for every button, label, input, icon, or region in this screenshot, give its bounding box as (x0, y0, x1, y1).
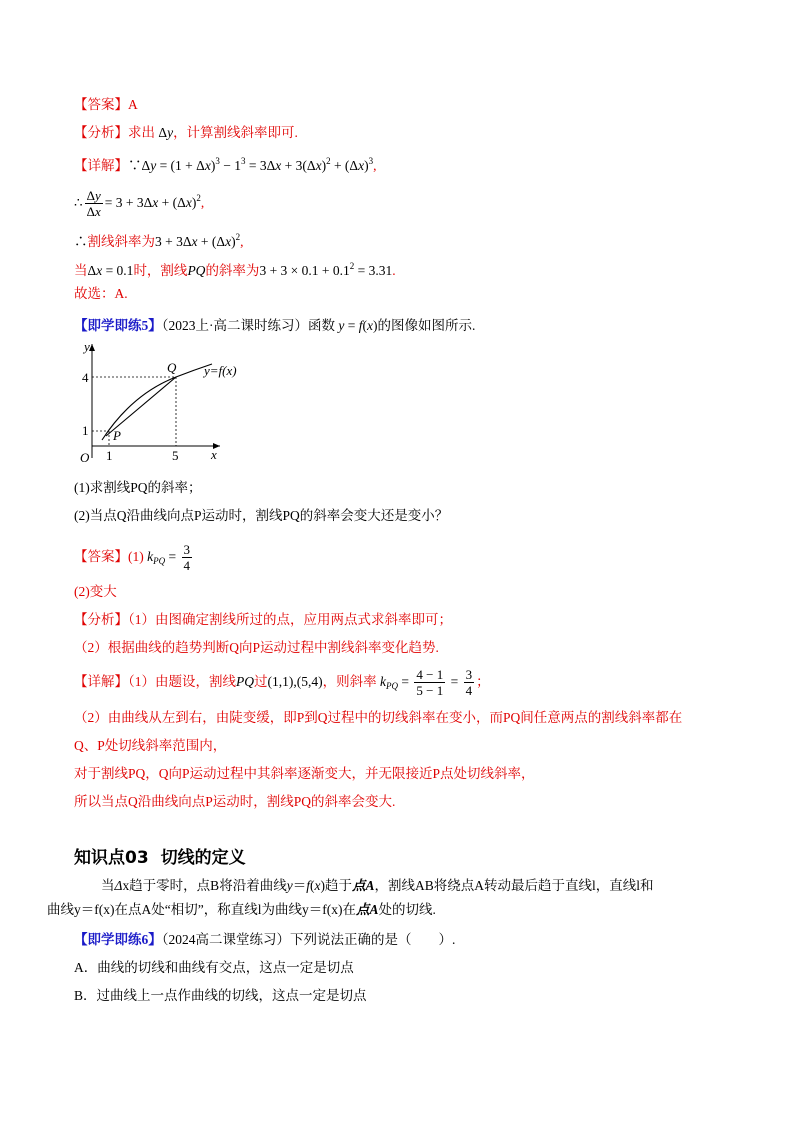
point-P-label: P (113, 428, 121, 443)
detail1-line: 【详解】（1）由题设，割线PQ过(1,1),(5,4)，则斜率 $k_{PQ}$ = $\frac{4 - 1}{5 - 1}$ = $\frac{3}{4}$ ； (74, 667, 490, 699)
curve-label: y=f(x) (204, 363, 237, 378)
y-tick-4: 4 (82, 370, 89, 385)
y-axis-arrow (89, 344, 95, 351)
question-2: (2)当点Q沿曲线向点P运动时，割线PQ的斜率会变大还是变小？ (74, 508, 449, 523)
detail4-line: 对于割线PQ，Q向P运动过程中其斜率逐渐变大，并无限接近P点处切线斜率， (74, 766, 535, 781)
y-tick-1: 1 (82, 423, 89, 438)
detail5-line: 所以当点Q沿曲线向点P运动时，割线PQ的斜率会变大. (74, 794, 396, 809)
point-Q-label: Q (167, 360, 177, 375)
section-heading: 知识点03 切线的定义 (74, 848, 246, 868)
answer-line: 【答案】A (74, 97, 138, 112)
analysis-line: 【分析】求出 Δy，计算割线斜率即可. (74, 125, 298, 140)
slope-line: ∴割线斜率为$3 + 3\Delta x + (\Delta x)^2$, (74, 232, 244, 249)
analysis1-line: 【分析】（1）由图确定割线所过的点，应用两点式求斜率即可； (74, 612, 452, 627)
origin-label: O (80, 450, 90, 465)
exercise5-stem: 【即学即练5】（2023上·高二课时练习）函数 y = f(x)的图像如图所示. (74, 318, 476, 333)
answer1-line: 【答案】(1) $k_{PQ}$ = $\frac{3}{4}$ (74, 542, 190, 574)
option-a[interactable]: A．曲线的切线和曲线有交点，这点一定是切点 (74, 960, 354, 975)
answer2-line: (2)变大 (74, 584, 117, 599)
x-tick-1: 1 (106, 448, 113, 463)
detail2-line: （2）由曲线从左到右，由陡变缓，即P到Q过程中的切线斜率在变小，而PQ间任意两点的割线斜率都在 (74, 710, 683, 725)
question-1: (1)求割线PQ的斜率； (74, 480, 202, 495)
choose-line: 故选：A. (74, 286, 128, 301)
section-body: 当Δx趋于零时，点B将沿着曲线y＝f(x)趋于点A，割线AB将绕点A转动最后趋于直线l，直线l和 曲线y＝f(x)在点A处“相切”，称直线l为曲线y＝f(x)在点A处的切线. (47, 878, 654, 917)
option-b[interactable]: B．过曲线上一点作曲线的切线，这点一定是切点 (74, 988, 367, 1003)
x-axis-label: x (211, 447, 217, 462)
ratio-line: ∴ $\frac{\Delta y}{\Delta x}$ = $3 + 3\Delta x + (\Delta x)^2$, (74, 188, 205, 220)
analysis2-line: （2）根据曲线的趋势判断Q向P运动过程中割线斜率变化趋势. (74, 640, 439, 655)
x-tick-5: 5 (172, 448, 179, 463)
exercise6-stem: 【即学即练6】（2024高二课堂练习）下列说法正确的是（ ）. (74, 932, 456, 947)
y-axis-label: y (84, 339, 90, 354)
detail3-line: Q、P处切线斜率范围内， (74, 738, 227, 753)
function-graph (72, 338, 262, 468)
detail-line: 【详解】∵Δy = $(1 + \Delta x)^3 - 1^3 = 3\Delta x + 3(\Delta x)^2 + (\Delta x)^3$, (74, 156, 377, 173)
value-line: 当Δx = 0.1时，割线PQ的斜率为$3 + 3 \times 0.1 + 0.1^2 = 3.31$. (74, 261, 396, 278)
